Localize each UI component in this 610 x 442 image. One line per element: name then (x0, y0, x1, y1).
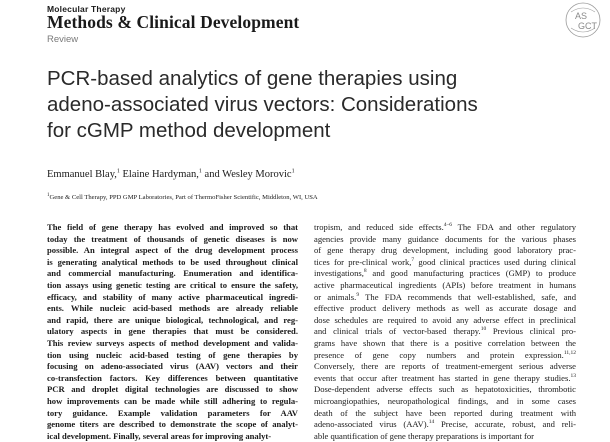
abstract-line: tion assays using genetic testing are critical to ensure the safety, (47, 279, 298, 290)
body-line-text: investigations, (314, 268, 364, 279)
body-text (314, 222, 576, 442)
body-line (314, 431, 576, 442)
abstract-line: today the treatment of thousands of genetic diseases is now (47, 233, 298, 244)
body-line (314, 257, 576, 269)
citation-marker: 10 (480, 326, 487, 333)
author-name: Elaine Hardyman, (122, 169, 199, 180)
abstract-line: PCR and droplet digital technologies are discussed to show (47, 384, 298, 395)
abstract-line: possible. An integral aspect of the drug development process (47, 245, 298, 256)
body-line-text: tropism, and reduced side effects. (314, 222, 444, 232)
svg-text:GCT: GCT (578, 21, 597, 31)
body-line-text: or animals. (314, 291, 357, 302)
abstract-line: ulatory aspects in gene therapies that must be considered. (47, 326, 298, 337)
body-line (314, 292, 576, 304)
journal-name-small: Molecular Therapy (47, 4, 126, 14)
citation-marker: 8 (363, 268, 367, 275)
body-line (314, 268, 576, 280)
affiliation-marker: 1 (47, 192, 50, 198)
abstract-line: focusing on adeno-associated virus (AAV) vectors and their (47, 361, 298, 372)
body-line-text: events that occur after treatment has started in gene therapy studies. (314, 372, 571, 383)
abstract-line: and commercial manufacturing. Enumeration and identifica- (47, 268, 298, 279)
body-line-text: presence of gene copy numbers and protein expression. (314, 349, 564, 360)
author-affil-marker: 1 (198, 168, 202, 175)
citation-marker: 11,12 (563, 349, 576, 356)
body-line (314, 222, 576, 234)
body-line-text: of gene therapy drug development, including good laboratory prac- (314, 245, 576, 256)
article-type: Review (47, 34, 79, 45)
body-line-text: adeno-associated virus (AAV). (314, 419, 429, 430)
citation-marker: 13 (570, 372, 576, 379)
abstract-line: and rapid, there are unique biological, technological, and reg- (47, 314, 298, 325)
body-line (314, 280, 576, 292)
abstract-line: how improvements can be made while still adhering to regula- (47, 395, 298, 406)
body-line-text: active pharmaceutical ingredients (APIs) before treatment in humans (314, 279, 576, 290)
title-line: adeno-associated virus vectors: Considerations (47, 93, 478, 116)
author-name: Emmanuel Blay, (47, 169, 117, 180)
abstract-line: This review surveys aspects of method development and valida- (47, 337, 298, 348)
abstract-line: tion using nucleic acid-based testing of gene therapies by (47, 349, 298, 360)
body-line-text: and good manufacturing practices (GMP) to produce (366, 268, 576, 279)
abstract (47, 222, 298, 442)
body-line (314, 384, 576, 396)
affiliation-text: Gene & Cell Therapy, PPD GMP Laboratories, Part of ThermoFisher Scientific, Middleton, WI, USA (49, 194, 318, 201)
asgct-logo (563, 0, 603, 40)
body-line-text: microangiopathies, neuropathological findings, and in some cases (314, 395, 576, 406)
abstract-line: tory guidance. Example validation parameters for AAV (47, 407, 298, 418)
abstract-line: is generating analytical methods to be used throughout clinical (47, 256, 298, 267)
body-line (314, 361, 576, 373)
body-line-text: death of the subject have been reported during treatment with (314, 407, 576, 418)
citation-marker: 7 (411, 256, 415, 263)
title-line: for cGMP method development (47, 119, 331, 142)
abstract-line: ical development. Finally, several areas for improving analyt- (47, 430, 272, 441)
citation-marker: 9 (356, 291, 360, 298)
body-line (314, 338, 576, 350)
author-name: and Wesley Morovic (204, 169, 292, 180)
body-line-text: Dose-dependent adverse effects such as hepatotoxicities, thrombotic (314, 384, 576, 395)
body-line-text: good clinical practices used during clinical (414, 256, 576, 267)
body-line (314, 303, 576, 315)
abstract-line: ents. While nucleic acid-based methods are already reliable (47, 303, 298, 314)
journal-name: Methods & Clinical Development (47, 12, 300, 32)
citation-marker: 14 (428, 419, 435, 426)
body-line (314, 350, 576, 362)
affiliation (47, 194, 318, 201)
body-line-text: dose schedules are required to avoid any adverse effect in preclinical (314, 314, 576, 325)
abstract-line: efficacy, and stability of many active pharmaceutical ingredi- (47, 291, 298, 302)
svg-text:AS: AS (575, 11, 588, 21)
body-line-text: and clinical trials of vector-based therapy. (314, 326, 481, 337)
body-line (314, 396, 576, 408)
body-line-text: effective product delivery methods as well as accurate dosage and (314, 303, 576, 314)
body-line-text: Previous clinical pro- (486, 326, 577, 337)
article-title (47, 66, 587, 144)
author-affil-marker: 1 (116, 168, 120, 175)
body-line (314, 234, 576, 246)
body-line (314, 245, 576, 257)
body-line-text: grams have shown that there is a positive correlation between the (314, 337, 576, 348)
body-line-text: agencies provide many guidance documents for the various phases (314, 233, 576, 244)
body-line (314, 408, 576, 420)
abstract-line: The field of gene therapy has evolved and improved so that (47, 222, 298, 232)
author-affil-marker: 1 (291, 168, 295, 175)
citation-marker: 4–6 (443, 222, 452, 229)
title-line: PCR-based analytics of gene therapies using (47, 67, 458, 90)
abstract-line: co-transfection factors. Key differences between quantitative (47, 372, 298, 383)
body-line-text: The FDA and other regulatory (451, 222, 577, 232)
author-list (47, 169, 295, 180)
body-line (314, 315, 576, 327)
body-line-text: Conversely, there are reports of treatment-emergent serious adverse (314, 361, 576, 372)
body-line (314, 326, 576, 338)
abstract-line: genome titers are described to demonstrate the scope of analyt- (47, 419, 298, 430)
body-line-text: The FDA recommends that well-established, safe, and (359, 291, 577, 302)
body-line (314, 419, 576, 431)
body-line-text: able quantification of gene therapy preparations is important for (314, 430, 535, 441)
body-line-text: tices for pre-clinical work, (314, 256, 412, 267)
body-line-text: Precise, accurate, robust, and reli- (434, 419, 577, 430)
body-line (314, 373, 576, 385)
